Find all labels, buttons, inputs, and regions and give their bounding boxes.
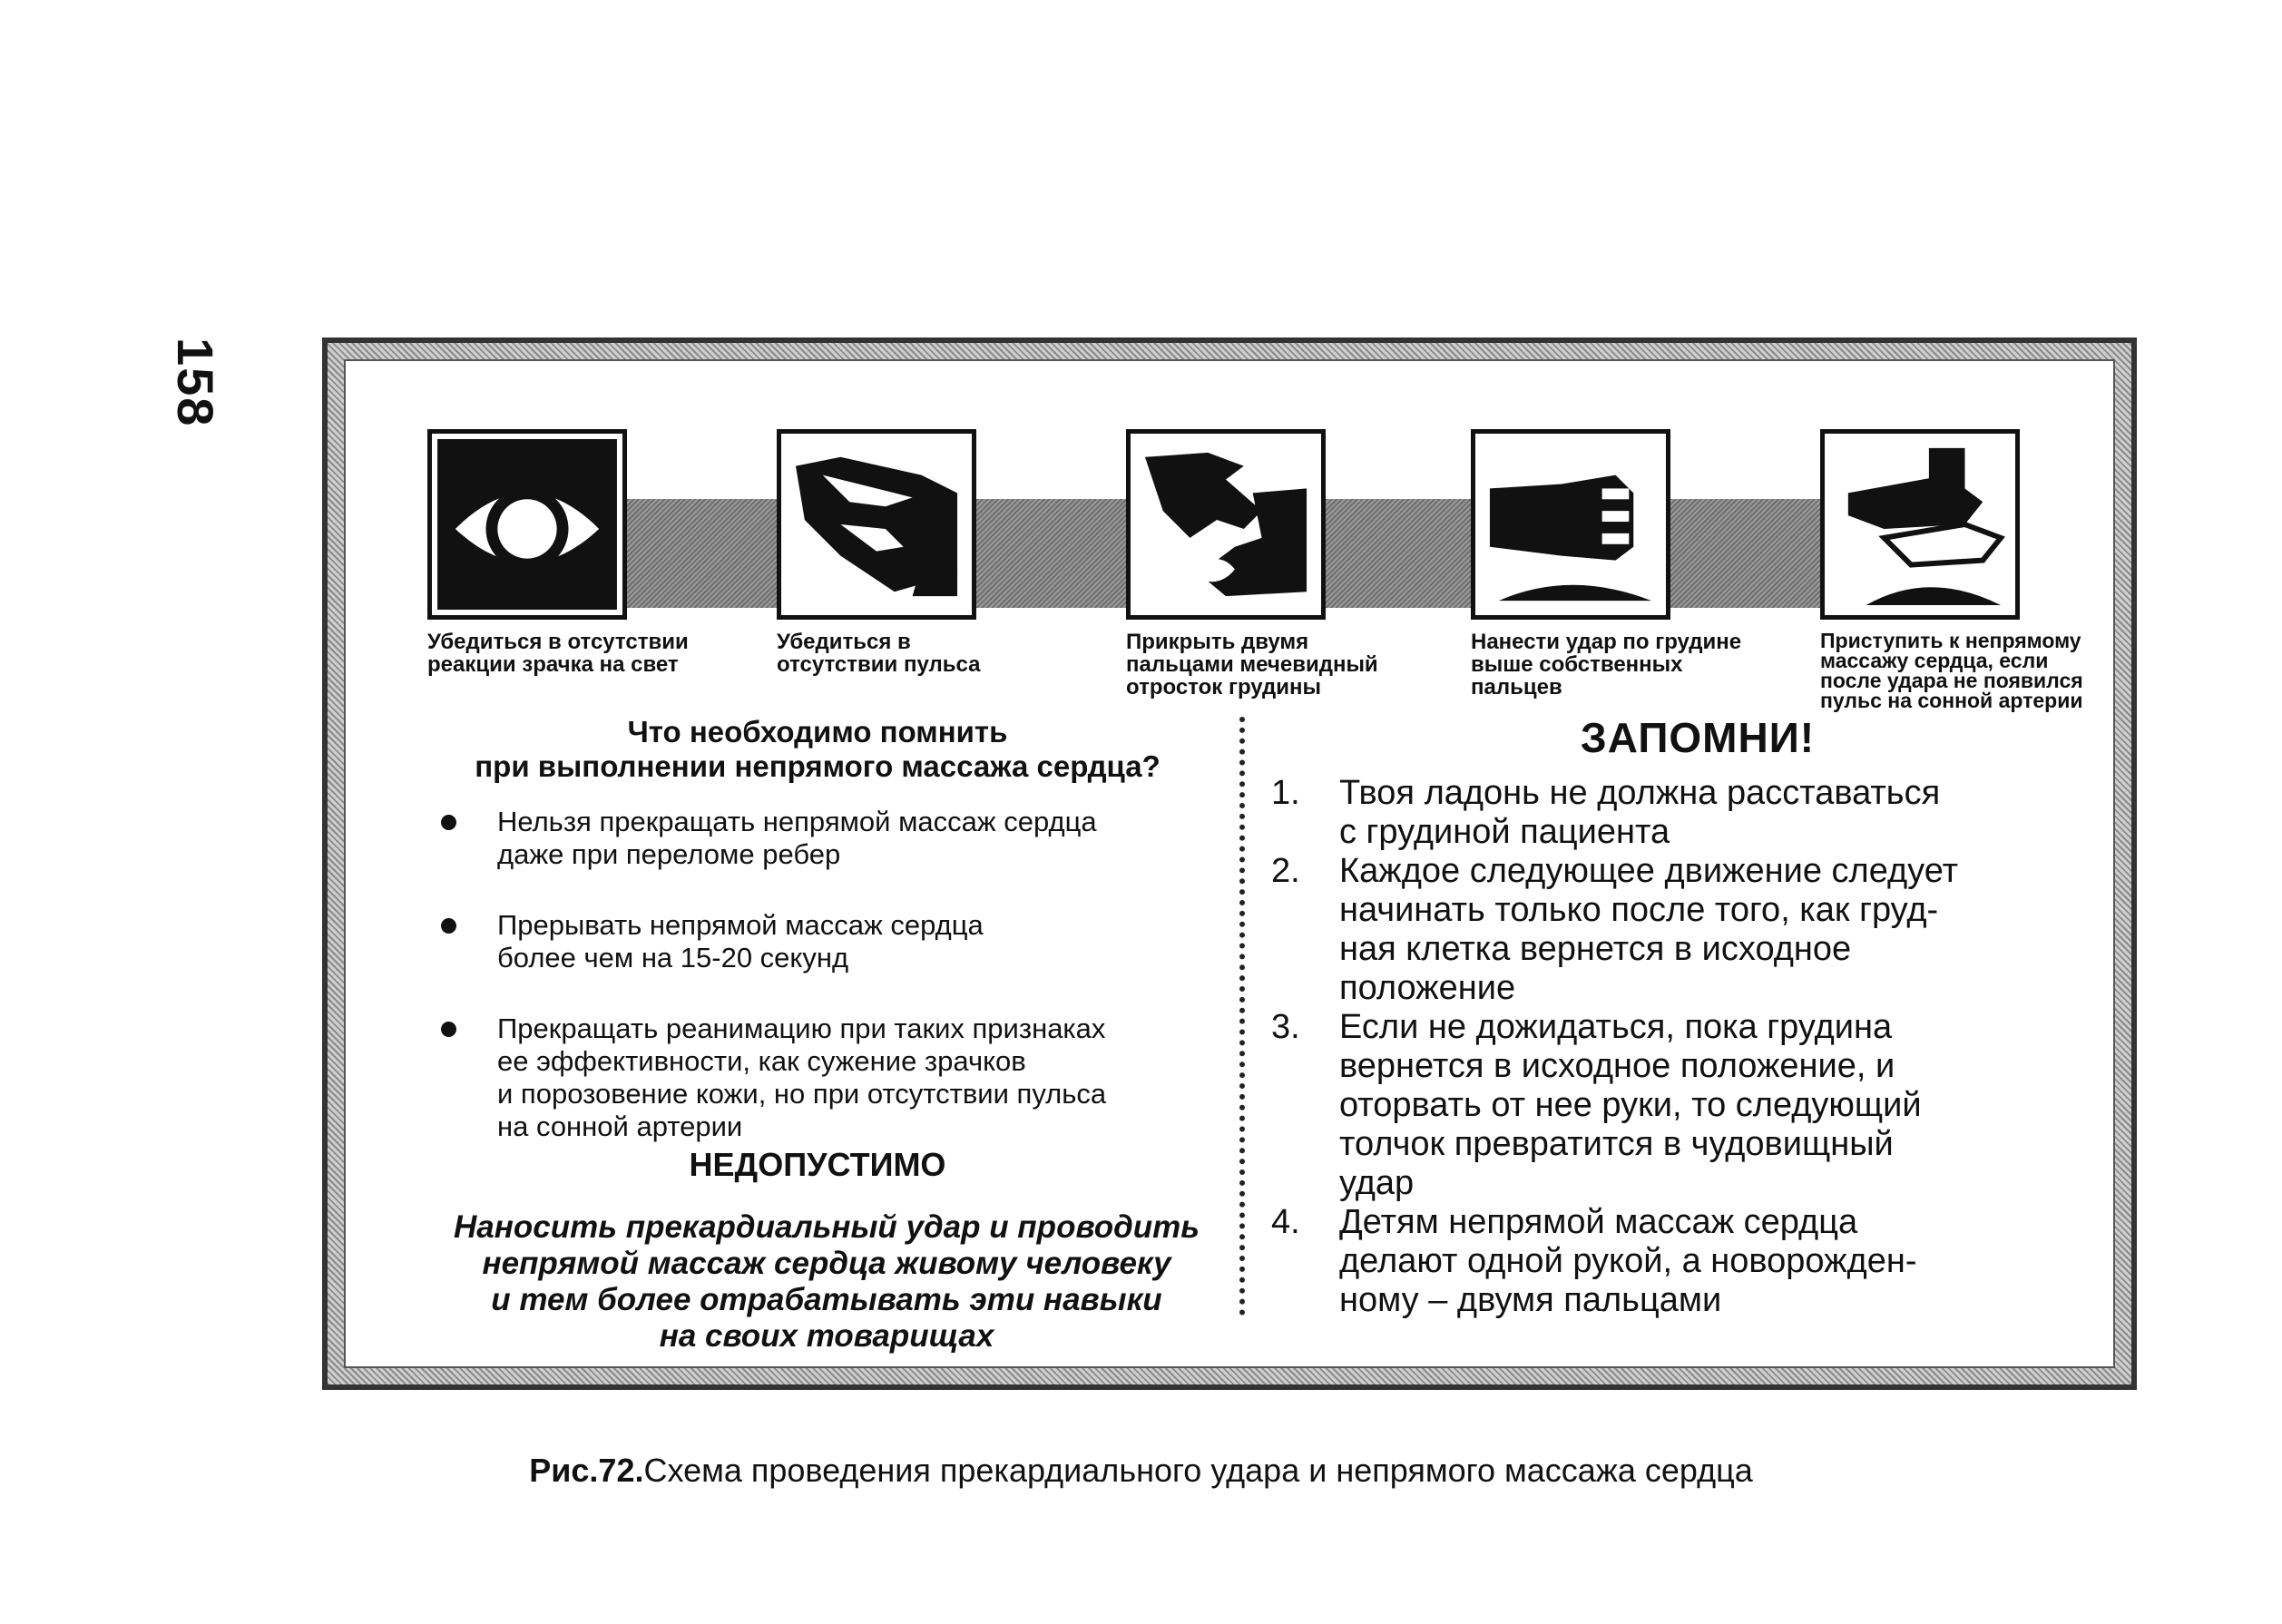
figure-label: Рис.72. [529,1452,644,1489]
column-divider [1239,717,1245,1316]
step-5-caption: Приступить к непрямому массажу сердца, если после удара не появился пульс на сонной артерии [1820,629,2083,712]
list-item: Прерывать непрямой массаж сердца более чем на 15-20 секунд [441,909,1212,974]
step-4-picture [1471,429,1670,620]
memo-heading: ЗАПОМНИ! [1580,714,1816,761]
step-2-caption: Убедиться в отсутствии пульса [777,630,981,677]
remember-list [441,806,1212,1181]
remember-heading: Что необходимо помнить при выполнении непрямого массажа сердца? [475,715,1161,783]
illustration-panel [344,359,2115,1368]
eye-icon [437,439,617,610]
list-item: 2. Каждое следующее движение следует начинать только после того, как груд- ная клетка вернется в исходное положение [1271,852,1959,1007]
page-number: 158 [167,338,224,428]
forbidden-heading: НЕДОПУСТИМО [689,1146,946,1183]
two-fingers-icon [1136,439,1316,610]
step-1-caption: Убедиться в отсутствии реакции зрачка на свет [427,630,689,677]
step-4-caption: Нанести удар по грудине выше собственных пальцев [1471,630,1742,699]
forbidden-text: Наносить прекардиальный удар и проводить непрямой массаж сердца живому человеку и тем более отрабатывать эти навыки на своих товарищах [453,1209,1200,1354]
list-item: Прекращать реанимацию при таких признаках ее эффективности, как сужение зрачков и порозовение кожи, но при отсутствии пульса на сонной артерии [441,1013,1212,1143]
list-item: Нельзя прекращать непрямой массаж сердца даже при переломе ребер [441,806,1212,871]
step-2-picture [777,429,976,620]
list-item: 4. Детям непрямой массаж сердца делают одной рукой, а новорожден- ному – двумя пальцами [1271,1203,1917,1319]
illustration-frame [322,338,2137,1390]
figure-caption [0,1452,2282,1490]
chest-compression-icon [1830,439,2010,610]
step-5-picture [1820,429,2020,620]
memo-list [1271,774,2088,1320]
fist-strike-icon [1481,439,1660,610]
step-3-caption: Прикрыть двумя пальцами мечевидный отросток грудины [1126,630,1378,699]
step-1-picture [427,429,627,620]
list-item: 3. Если не дожидаться, пока грудина вернется в исходное положение, и оторвать от нее руки, то следующий толчок превратится в чудовищный удар [1271,1008,1922,1202]
pulse-check-icon [787,439,966,610]
list-item: 1. Твоя ладонь не должна расставаться с грудиной пациента [1271,774,1941,851]
step-3-picture [1126,429,1326,620]
figure-caption-text: Схема проведения прекардиального удара и непрямого массажа сердца [643,1452,1753,1489]
